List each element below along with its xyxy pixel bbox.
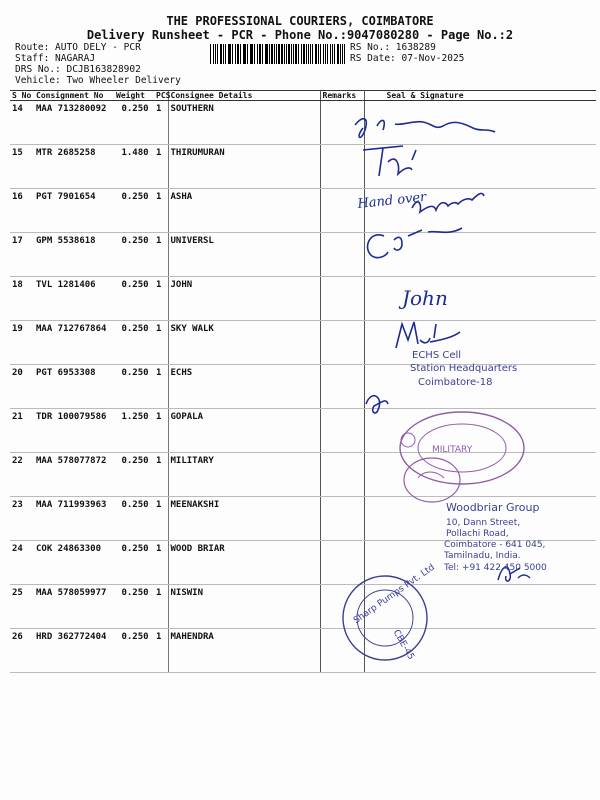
barcode-bar — [332, 44, 333, 64]
row-consignee: MEENAKSHI — [168, 497, 320, 541]
header-left — [15, 42, 181, 86]
wood-stamp-line1: Woodbriar Group — [446, 501, 540, 514]
barcode-bar — [320, 44, 321, 64]
barcode-bar — [315, 44, 317, 64]
barcode-bar — [220, 44, 222, 64]
row-weight: 0.250 — [114, 541, 154, 585]
echs-stamp-line2: Station Headquarters — [410, 363, 518, 374]
row-seal — [364, 101, 596, 145]
row-weight: 0.250 — [114, 497, 154, 541]
barcode-bar — [293, 44, 294, 64]
row-consignment: GPM 5538618 — [34, 233, 114, 277]
row-sno: 22 — [10, 453, 34, 497]
row-pcs: 1 — [154, 585, 168, 629]
barcode-bar — [210, 44, 211, 64]
header-right — [350, 42, 464, 64]
row-sno: 23 — [10, 497, 34, 541]
row-weight: 0.250 — [114, 365, 154, 409]
row-remarks — [320, 277, 364, 321]
barcode-bar — [223, 44, 224, 64]
row-consignment: MAA 711993963 — [34, 497, 114, 541]
barcode-bar — [284, 44, 285, 64]
barcode-bar — [265, 44, 266, 64]
delivery-table — [10, 90, 596, 673]
row-weight: 0.250 — [114, 277, 154, 321]
wood-stamp-line6: Tel: +91 422 450 5000 — [444, 563, 547, 573]
wood-stamp-line4: Coimbatore - 641 045, — [444, 540, 546, 550]
table-row — [10, 321, 596, 365]
col-weight: Weight — [114, 91, 154, 101]
echs-stamp-line1: ECHS Cell — [412, 350, 462, 361]
row-consignment: TDR 100079586 — [34, 409, 114, 453]
row-consignee: MILITARY — [168, 453, 320, 497]
row-seal — [364, 541, 596, 585]
row-consignee: ECHS — [168, 365, 320, 409]
barcode-bar — [288, 44, 289, 64]
row-seal — [364, 277, 596, 321]
row-remarks — [320, 629, 364, 673]
row-consignment: MAA 712767864 — [34, 321, 114, 365]
row-consignment: MAA 713280092 — [34, 101, 114, 145]
row-remarks — [320, 145, 364, 189]
table-row — [10, 409, 596, 453]
table-row — [10, 629, 596, 673]
pumps-stamp-code: CBE-45 — [390, 628, 416, 662]
row-consignment: MTR 2685258 — [34, 145, 114, 189]
barcode-bar — [225, 44, 226, 64]
row-seal — [364, 497, 596, 541]
row-remarks — [320, 365, 364, 409]
row-seal — [364, 321, 596, 365]
table-row — [10, 145, 596, 189]
barcode-bar — [327, 44, 328, 64]
barcode-bar — [217, 44, 218, 64]
row-weight: 0.250 — [114, 629, 154, 673]
table-row — [10, 453, 596, 497]
row-consignee: MAHENDRA — [168, 629, 320, 673]
row-remarks — [320, 233, 364, 277]
row-pcs: 1 — [154, 233, 168, 277]
barcode-bar — [334, 44, 335, 64]
barcode-bar — [271, 44, 272, 64]
barcode-bar — [330, 44, 331, 64]
barcode-bar — [342, 44, 343, 64]
col-remarks: Remarks — [320, 91, 364, 101]
col-consignee: Consignee Details — [168, 91, 320, 101]
row-sno: 18 — [10, 277, 34, 321]
row-weight: 0.250 — [114, 189, 154, 233]
barcode-bar — [215, 44, 216, 64]
row-consignee: WOOD BRIAR — [168, 541, 320, 585]
row-consignment: MAA 578077872 — [34, 453, 114, 497]
row-pcs: 1 — [154, 321, 168, 365]
hand-over-text-1: Hand over — [356, 189, 428, 212]
row-pcs: 1 — [154, 277, 168, 321]
barcode-bar — [286, 44, 287, 64]
row-pcs: 1 — [154, 497, 168, 541]
barcode-bar — [303, 44, 304, 64]
row-sno: 14 — [10, 101, 34, 145]
row-pcs: 1 — [154, 365, 168, 409]
col-seal: Seal & Signature — [364, 91, 596, 101]
row-sno: 21 — [10, 409, 34, 453]
vehicle-text: Vehicle: Two Wheeler Delivery — [15, 75, 181, 86]
row-remarks — [320, 101, 364, 145]
barcode-bar — [240, 44, 241, 64]
row-pcs: 1 — [154, 101, 168, 145]
staff-text: Staff: NAGARAJ — [15, 53, 96, 64]
row-consignee: SKY WALK — [168, 321, 320, 365]
row-sno: 20 — [10, 365, 34, 409]
col-consignment: Consignment No — [34, 91, 114, 101]
row-remarks — [320, 321, 364, 365]
row-seal — [364, 365, 596, 409]
drs-text: DRS No.: DCJB163828902 — [15, 64, 141, 75]
table-row — [10, 365, 596, 409]
barcode-bar — [310, 44, 311, 64]
row-consignee: ASHA — [168, 189, 320, 233]
row-seal — [364, 189, 596, 233]
barcode-bar — [291, 44, 292, 64]
row-sno: 25 — [10, 585, 34, 629]
row-weight: 0.250 — [114, 233, 154, 277]
wood-stamp-line3: Pollachi Road, — [446, 529, 509, 539]
barcode-bar — [244, 44, 245, 64]
company-title: THE PROFESSIONAL COURIERS, COIMBATORE — [166, 14, 434, 28]
col-pcs: PCS — [156, 91, 171, 100]
military-stamp-text: MILITARY — [432, 445, 473, 455]
runsheet-title: Delivery Runsheet - PCR - Phone No.:9047080280 - Page No.:2 — [86, 28, 514, 42]
table-row — [10, 497, 596, 541]
wood-stamp-line5: Tamilnadu, India. — [444, 551, 521, 561]
table-row — [10, 541, 596, 585]
row-remarks — [320, 409, 364, 453]
barcode-bar — [229, 44, 230, 64]
barcode-bar — [278, 44, 280, 64]
barcode-bar — [318, 44, 319, 64]
row-pcs: 1 — [154, 409, 168, 453]
row-sno: 16 — [10, 189, 34, 233]
row-seal — [364, 409, 596, 453]
row-weight: 1.250 — [114, 409, 154, 453]
barcode-bar — [243, 44, 244, 64]
row-consignee: THIRUMURAN — [168, 145, 320, 189]
row-weight: 0.250 — [114, 101, 154, 145]
barcode-bar — [262, 44, 263, 64]
barcode-bar — [274, 44, 275, 64]
barcode-bar — [247, 44, 248, 64]
row-seal — [364, 145, 596, 189]
barcode-bar — [308, 44, 309, 64]
barcode-bar — [276, 44, 277, 64]
barcode-bar — [251, 44, 252, 64]
barcode-bar — [281, 44, 282, 64]
row-consignee: UNIVERSL — [168, 233, 320, 277]
row-remarks — [320, 585, 364, 629]
row-seal — [364, 233, 596, 277]
row-weight: 1.480 — [114, 145, 154, 189]
row-consignee: NISWIN — [168, 585, 320, 629]
row-remarks — [320, 497, 364, 541]
row-pcs: 1 — [154, 145, 168, 189]
barcode-bar — [298, 44, 299, 64]
rs-date-text: RS Date: 07-Nov-2025 — [350, 53, 465, 64]
barcode-bar — [312, 44, 313, 64]
row-weight: 0.250 — [114, 321, 154, 365]
row-consignee: SOUTHERN — [168, 101, 320, 145]
row-seal — [364, 585, 596, 629]
row-pcs: 1 — [154, 541, 168, 585]
barcode-bar — [237, 44, 239, 64]
row-sno: 19 — [10, 321, 34, 365]
row-sno: 15 — [10, 145, 34, 189]
row-remarks — [320, 189, 364, 233]
row-seal — [364, 453, 596, 497]
table-header — [10, 91, 596, 101]
barcode-bar — [295, 44, 297, 64]
pumps-stamp-text: Sharp Pumps Pvt. Ltd — [351, 562, 437, 627]
row-weight: 0.250 — [114, 453, 154, 497]
barcode-bar — [344, 44, 345, 64]
row-sno: 24 — [10, 541, 34, 585]
barcode-bar — [254, 44, 255, 64]
barcode-bar — [301, 44, 302, 64]
row-sno: 26 — [10, 629, 34, 673]
barcode-bar — [337, 44, 339, 64]
row-consignee: GOPALA — [168, 409, 320, 453]
table-row — [10, 233, 596, 277]
col-sno: S No — [10, 91, 34, 101]
row-consignment: COK 24863300 — [34, 541, 114, 585]
row-consignment: MAA 578059977 — [34, 585, 114, 629]
barcode-bar — [306, 44, 307, 64]
barcode-bar — [228, 44, 229, 64]
row-consignment: HRD 362772404 — [34, 629, 114, 673]
barcode-bar — [213, 44, 214, 64]
route-text: Route: AUTO DELY - PCR — [15, 42, 141, 53]
barcode-bar — [325, 44, 326, 64]
row-seal — [364, 629, 596, 673]
rs-no-text: RS No.: 1638289 — [350, 42, 436, 53]
barcode-bar — [250, 44, 251, 64]
row-pcs: 1 — [154, 629, 168, 673]
barcode-bar — [266, 44, 267, 64]
john-signature: John — [402, 286, 448, 310]
table-row — [10, 585, 596, 629]
row-pcs: 1 — [154, 189, 168, 233]
echs-stamp-line3: Coimbatore-18 — [418, 377, 493, 388]
row-consignee: JOHN — [168, 277, 320, 321]
barcode-bar — [257, 44, 258, 64]
wood-stamp-line2: 10, Dann Street, — [446, 518, 521, 528]
barcode-bar — [269, 44, 270, 64]
barcode-bar — [340, 44, 341, 64]
row-sno: 17 — [10, 233, 34, 277]
row-remarks — [320, 453, 364, 497]
table-row — [10, 189, 596, 233]
row-consignment: TVL 1281406 — [34, 277, 114, 321]
row-weight: 0.250 — [114, 585, 154, 629]
barcode-bar — [235, 44, 236, 64]
barcode-bar — [323, 44, 324, 64]
row-consignment: PGT 7901654 — [34, 189, 114, 233]
barcode — [210, 44, 346, 64]
barcode-bar — [232, 44, 233, 64]
row-consignment: PGT 6953308 — [34, 365, 114, 409]
barcode-bar — [259, 44, 261, 64]
table-row — [10, 277, 596, 321]
row-remarks — [320, 541, 364, 585]
table-row — [10, 101, 596, 145]
row-pcs: 1 — [154, 453, 168, 497]
